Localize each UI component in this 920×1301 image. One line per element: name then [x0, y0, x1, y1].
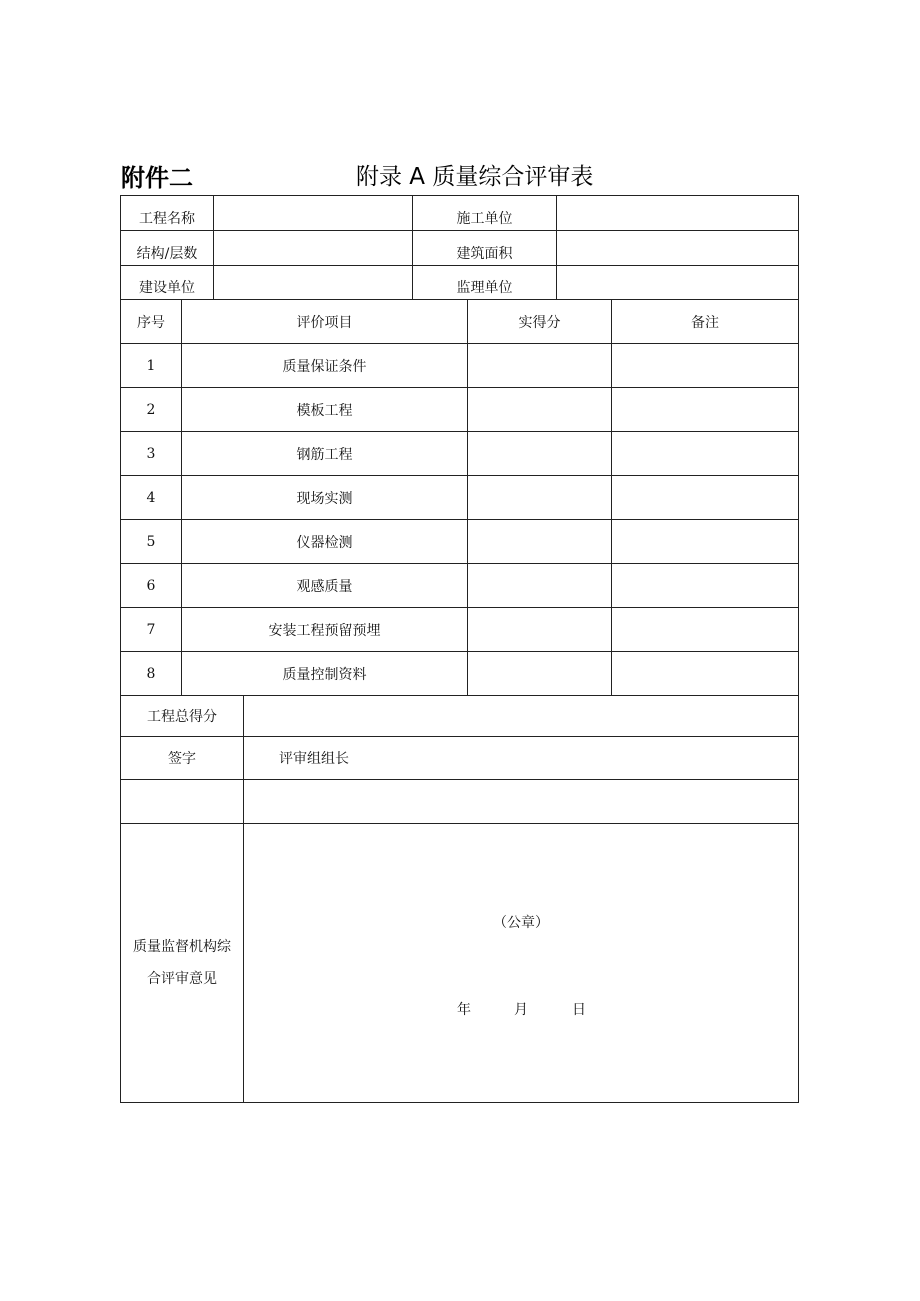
row-note[interactable]	[612, 344, 798, 387]
row-score[interactable]	[468, 344, 612, 387]
row-note[interactable]	[612, 520, 798, 563]
info-row-structure	[121, 231, 798, 266]
blank-signature-field[interactable]	[244, 780, 798, 823]
row-item: 质量保证条件	[182, 344, 468, 387]
supervisor-field[interactable]	[557, 266, 798, 299]
row-note[interactable]	[612, 476, 798, 519]
row-no: 3	[121, 432, 182, 475]
table-row	[121, 652, 798, 696]
row-item: 模板工程	[182, 388, 468, 431]
table-row	[121, 564, 798, 608]
table-row	[121, 520, 798, 564]
page-title: 附录 A 质量综合评审表	[356, 164, 594, 190]
header-score: 实得分	[468, 300, 612, 343]
row-no: 8	[121, 652, 182, 695]
area-label: 建筑面积	[413, 231, 557, 265]
row-no: 5	[121, 520, 182, 563]
total-score-row	[121, 696, 798, 737]
row-score[interactable]	[468, 388, 612, 431]
project-name-field[interactable]	[214, 196, 413, 230]
table-row	[121, 432, 798, 476]
row-item: 观感质量	[182, 564, 468, 607]
opinion-label-text: 质量监督机构综合评审意见	[133, 939, 231, 987]
table-row	[121, 608, 798, 652]
row-score[interactable]	[468, 520, 612, 563]
project-name-label: 工程名称	[121, 196, 214, 230]
blank-label-cell	[121, 780, 244, 823]
table-header-row	[121, 300, 798, 344]
date-day: 日	[572, 1002, 586, 1018]
row-item: 现场实测	[182, 476, 468, 519]
contractor-field[interactable]	[557, 196, 798, 230]
opinion-row	[121, 824, 798, 1103]
supervisor-label: 监理单位	[413, 266, 557, 299]
row-no: 1	[121, 344, 182, 387]
row-score[interactable]	[468, 652, 612, 695]
row-score[interactable]	[468, 476, 612, 519]
leader-label: 评审组组长	[279, 751, 349, 767]
structure-field[interactable]	[214, 231, 413, 265]
attachment-label: 附件二	[121, 164, 193, 192]
summary-table	[120, 695, 799, 1103]
blank-signature-row	[121, 780, 798, 824]
row-score[interactable]	[468, 564, 612, 607]
row-item: 钢筋工程	[182, 432, 468, 475]
total-score-label: 工程总得分	[121, 696, 244, 736]
opinion-label	[121, 824, 244, 1102]
row-note[interactable]	[612, 432, 798, 475]
table-row	[121, 344, 798, 388]
signature-label: 签字	[121, 737, 244, 779]
structure-label: 结构/层数	[121, 231, 214, 265]
row-note[interactable]	[612, 652, 798, 695]
info-row-project	[121, 196, 798, 231]
builder-label: 建设单位	[121, 266, 214, 299]
header-note: 备注	[691, 314, 719, 331]
row-score[interactable]	[468, 432, 612, 475]
builder-field[interactable]	[214, 266, 413, 299]
row-no: 6	[121, 564, 182, 607]
header-item: 评价项目	[182, 300, 468, 343]
info-row-builder	[121, 266, 798, 300]
row-item: 质量控制资料	[182, 652, 468, 695]
leader-signature-field[interactable]	[244, 737, 798, 779]
row-note[interactable]	[612, 608, 798, 651]
header-no: 序号	[121, 300, 182, 343]
row-score[interactable]	[468, 608, 612, 651]
table-row	[121, 476, 798, 520]
row-no: 2	[121, 388, 182, 431]
contractor-label: 施工单位	[413, 196, 557, 230]
row-note[interactable]	[612, 564, 798, 607]
signature-row	[121, 737, 798, 780]
opinion-field[interactable]	[244, 824, 798, 1102]
date-month: 月	[514, 1002, 528, 1018]
date-year: 年	[457, 1002, 471, 1018]
project-info-table	[120, 195, 799, 300]
row-note[interactable]	[612, 388, 798, 431]
row-item: 安装工程预留预埋	[182, 608, 468, 651]
table-row	[121, 388, 798, 432]
row-no: 7	[121, 608, 182, 651]
official-seal-text: （公章）	[493, 915, 549, 931]
row-item: 仪器检测	[182, 520, 468, 563]
total-score-field[interactable]	[244, 696, 798, 736]
area-field[interactable]	[557, 231, 798, 265]
row-no: 4	[121, 476, 182, 519]
evaluation-table	[120, 299, 799, 696]
